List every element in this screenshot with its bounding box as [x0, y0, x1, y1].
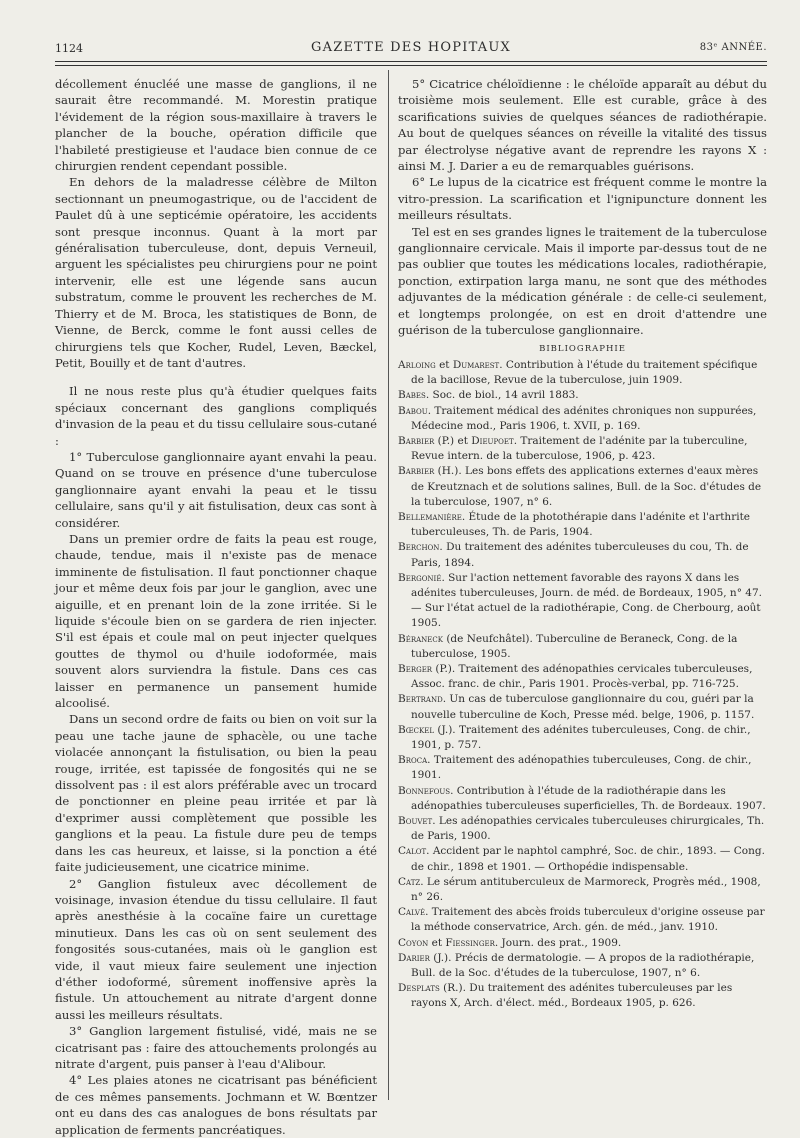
author-name: Bonnefous — [398, 784, 451, 797]
volume-year: 83ᵉ ANNÉE. — [699, 42, 767, 53]
paragraph: 3° Ganglion largement fistulisé, vidé, mais ne se cicatrisant pas : faire des attouchements prolongés au nitrate d'argent, puis panser à l'eau d'Alibour. — [55, 1024, 377, 1071]
entry-text: et — [435, 358, 453, 371]
author-name: Coyon — [398, 936, 429, 949]
author-name: Barbier — [398, 465, 435, 478]
author-name: Bœckel — [398, 723, 435, 736]
journal-title: GAZETTE DES HOPITAUX — [311, 40, 511, 55]
author-name: Babou — [398, 404, 428, 417]
entry-text: . Les adénopathies cervicales tuberculeuses chirurgicales, Th. de Paris, 1900. — [411, 815, 765, 843]
entry-text: (R.). Du traitement des adénites tuberculeuses par les rayons X, Arch. d'élect. méd., Bordeaux 1905, p. 626. — [411, 982, 733, 1010]
author-name: Dumarest — [452, 358, 500, 371]
entry-text: . Traitement de l'adénite par la tuberculine, Revue intern. de la tuberculose, 1906, p. 423. — [411, 434, 748, 463]
author-name: Bouvet — [398, 815, 433, 827]
paragraph: 4° Les plaies atones ne cicatrisant pas bénéficient de ces mêmes pansements. Jochmann et W. Bœntzer ont eu dans des cas analogues de bons résultats par application de ferments pancréatiques. — [55, 1073, 377, 1137]
entry-text: (P.) et — [434, 434, 472, 447]
entry-text: . Contribution à l'étude du traitement spécifique de la bacillose, Revue de la tuberculose, juin 1909. — [411, 358, 758, 387]
author-name: Berger — [398, 662, 433, 675]
header-rule-top — [55, 61, 767, 62]
author-name: Broca — [398, 754, 428, 767]
bibliography-entry — [398, 784, 767, 814]
entry-text: . Un cas de tuberculose ganglionnaire du cou, guéri par la nouvelle tuberculine de Koch, Presse méd. belge, 1906, p. 1157. — [411, 693, 755, 721]
author-name: Berchon — [398, 541, 440, 554]
author-name: Bertrand — [398, 693, 443, 706]
author-name: Calvé — [398, 906, 426, 919]
author-name: Bergonié — [398, 571, 442, 584]
author-name: Darier — [398, 951, 430, 964]
author-name: Béraneck — [398, 632, 443, 645]
entry-text: . Du traitement des adénites tuberculeuses du cou, Th. de Paris, 1894. — [411, 541, 749, 569]
entry-text: (J.). Traitement des adénites tuberculeuses, Cong. de chir., 1901, p. 757. — [411, 723, 751, 751]
entry-text: (J.). Précis de dermatologie. — A propos de la radiothérapie, Bull. de la Soc. d'études de la tuberculose, 1907, n° 6. — [411, 951, 755, 980]
entry-text: . Le sérum antituberculeux de Marmoreck, Progrès méd., 1908, n° 26. — [411, 875, 761, 904]
author-name: Calot — [398, 845, 427, 858]
bibliography-heading: BIBLIOGRAPHIE — [539, 343, 626, 354]
bibliography-entry — [398, 951, 767, 981]
page-header — [55, 40, 767, 62]
author-name: Bellemanière — [398, 510, 462, 523]
left-column — [55, 76, 377, 1137]
paragraph: 5° Cicatrice chéloïdienne : le chéloïde apparaît au début du troisième mois seulement. Elle est curable, grâce à des scarifications suivies de quelques séances de radiothérapie. Au bout de quelques séances on réveille la vitalité des tissus par électrolyse négative avant de reprendre les rayons X : ainsi M. J. Darier a eu de remarquables guérisons. — [398, 77, 767, 174]
paragraph: décollement énucléé une masse de ganglions, il ne saurait être recommandé. M. Morestin pratique l'évidement de la région sous-maxillaire à travers le plancher de la bouche, opération difficile que l'habileté prestigieuse et l'audace bien connue de ce chirurgien rendent cependant possible. — [55, 77, 377, 174]
author-name: Fiessinger — [445, 936, 495, 949]
bibliography-list — [398, 358, 767, 1012]
entry-text: et — [428, 936, 446, 949]
entry-text: . Sur l'action nettement favorable des rayons X dans les adénites tuberculeuses, Journ. de méd. de Bordeaux, 1905, n° 47. — Sur l'état actuel de la radiothérapie, Cong. de Cherbourg, août 1905. — [411, 571, 762, 630]
paragraph: Dans un second ordre de faits ou bien on voit sur la peau une tache jaune de sphacèle, ou une tache violacée annonçant la fistulisation, ou bien la peau rouge, irritée, est tapissée de fongosités qui ne se dissolvent pas : il est alors préférable avec un trocard de ponctionner en pleine peau irritée et par là d'exprimer aussi complètement que possible les ganglions et la peau. La fistule dure peu de temps dans les cas heureux, et laisse, si la ponction a été faite judicieusement, une cicatrice minime. — [55, 712, 377, 875]
column-divider — [388, 70, 389, 1100]
paragraph: En dehors de la maladresse célèbre de Milton sectionnant un pneumogastrique, ou de l'accident de Paulet dû à une septicémie opératoire, les accidents sont presque inconnus. Quant à la mort par généralisation tuberculeuse, dont, depuis Verneuil, arguent les spécialistes peu chirurgiens pour ne point intervenir, elle est une légende sans aucun substratum, comme le prouvent les recherches de M. Thierry et de M. Broca, les statistiques de Bonn, de Vienne, de Berck, comme le font aussi celles de chirurgiens tels que Kocher, Rudel, Leven, Bæckel, Petit, Bouilly et de tant d'autres. — [55, 175, 377, 370]
entry-text: . Étude de la photothérapie dans l'adénite et l'arthrite tuberculeuses, Th. de Paris, 1904. — [411, 510, 751, 539]
entry-text: . Soc. de biol., 14 avril 1883. — [425, 389, 579, 402]
paragraph: Tel est en ses grandes lignes le traitement de la tuberculose ganglionnaire cervicale. Mais il importe par-dessus tout de ne pas oublier que toutes les médications locales, radiothérapie, ponction, extirpation larga manu, ne sont que des méthodes adjuvantes de la médication générale : de celle-ci seulement, et longtemps prolongée, on est en droit d'attendre une guérison de la tuberculose ganglionnaire. — [398, 224, 767, 338]
bibliography-entry — [398, 540, 767, 570]
entry-text: . Traitement médical des adénites chroniques non suppurées, Médecine mod., Paris 1906, t. XVII, p. 169. — [411, 404, 757, 432]
bibliography-entry — [398, 632, 767, 662]
author-name: Dieupoet — [471, 434, 514, 447]
header-rule-bottom — [55, 65, 767, 66]
paragraph: Dans un premier ordre de faits la peau est rouge, chaude, tendue, mais il n'existe pas de menace imminente de fistulisation. Il faut ponctionner chaque jour et même deux fois par jour le ganglion, avec une aiguille, et en prenant loin de la zone irritée. Si le liquide s'écoule bien on se gardera de rien injecter. S'il est épais et coule mal on peut injecter quelques gouttes de thymol ou d'huile iodoformée, mais souvent alors surviendra la fistule. Dans ces cas laisser en permanence un pansement humide alcoolisé. — [55, 531, 377, 711]
bibliography-entry — [398, 981, 767, 1011]
bibliography-entry — [398, 434, 767, 464]
author-name: Babes — [398, 389, 426, 402]
paragraph: 6° Le lupus de la cicatrice est fréquent comme le montre la vitro-pression. La scarification et l'ignipuncture donnent les meilleurs résultats. — [398, 175, 767, 223]
entry-text: . Traitement des adénopathies tuberculeuses, Cong. de chir., 1901. — [411, 754, 752, 782]
right-column — [398, 76, 767, 1106]
bibliography-entry — [398, 404, 767, 434]
bibliography-entry — [398, 464, 767, 510]
entry-text: . Journ. des prat., 1909. — [494, 936, 622, 949]
bibliography-entry — [398, 723, 767, 753]
bibliography-entry — [398, 844, 767, 874]
author-name: Catz — [398, 875, 421, 888]
author-name: Desplats — [398, 982, 440, 995]
entry-text: (P.). Traitement des adénopathies cervicales tuberculeuses, Assoc. franc. de chir., Paris 1901. Procès-verbal, pp. 716-725. — [411, 662, 753, 691]
bibliography-entry — [398, 905, 767, 935]
bibliography-entry — [398, 814, 767, 844]
author-name: Barbier — [398, 434, 435, 447]
paragraph: 2° Ganglion fistuleux avec décollement de voisinage, invasion étendue du tissu cellulaire. Il faut après anesthésie à la cocaïne faire un curettage minutieux. Dans les cas où on sent seulement des fongosités sous-cutanées, mais où le ganglion est vide, il vaut mieux faire seulement une injection d'éther iodoformé, sûrement inoffensive après la fistule. Un attouchement au nitrate d'argent donne aussi les meilleurs résultats. — [55, 876, 377, 1022]
bibliography-entry — [398, 692, 767, 722]
entry-text: . Contribution à l'étude de la radiothérapie dans les adénopathies tuberculeuses superficielles, Th. de Bordeaux. 1907. — [411, 784, 766, 812]
bibliography-entry — [398, 358, 767, 388]
entry-text: (H.). Les bons effets des applications externes d'eaux mères de Kreutznach et de solutions salines, Bull. de la Soc. d'études de la tuberculose, 1907, n° 6. — [411, 465, 762, 508]
bibliography-entry — [398, 936, 767, 951]
author-name: Arloing — [398, 358, 436, 371]
bibliography-entry — [398, 753, 767, 783]
bibliography-entry — [398, 662, 767, 692]
paragraph: 1° Tuberculose ganglionnaire ayant envahi la peau. Quand on se trouve en présence d'une tuberculose ganglionnaire ayant envahi la peau et le tissu cellulaire, sans qu'il y ait fistulisation, deux cas sont à considérer. — [55, 449, 377, 530]
bibliography-entry — [398, 388, 767, 403]
bibliography-entry — [398, 571, 767, 632]
bibliography-entry — [398, 510, 767, 540]
page-number: 1124 — [55, 42, 83, 55]
bibliography-entry — [398, 875, 767, 905]
entry-text: (de Neufchâtel). Tuberculine de Beraneck, Cong. de la tuberculose, 1905. — [411, 632, 738, 660]
paragraph: Il ne nous reste plus qu'à étudier quelques faits spéciaux concernant des ganglions compliqués d'invasion de la peau et du tissu cellulaire sous-cutané : — [55, 384, 377, 448]
entry-text: . Traitement des abcès froids tuberculeux d'origine osseuse par la méthode conservatrice, Arch. gén. de méd., janv. 1910. — [411, 906, 765, 934]
entry-text: . Accident par le naphtol camphré, Soc. de chir., 1893. — Cong. de chir., 1898 et 1901. — Orthopédie indispensable. — [411, 845, 765, 873]
